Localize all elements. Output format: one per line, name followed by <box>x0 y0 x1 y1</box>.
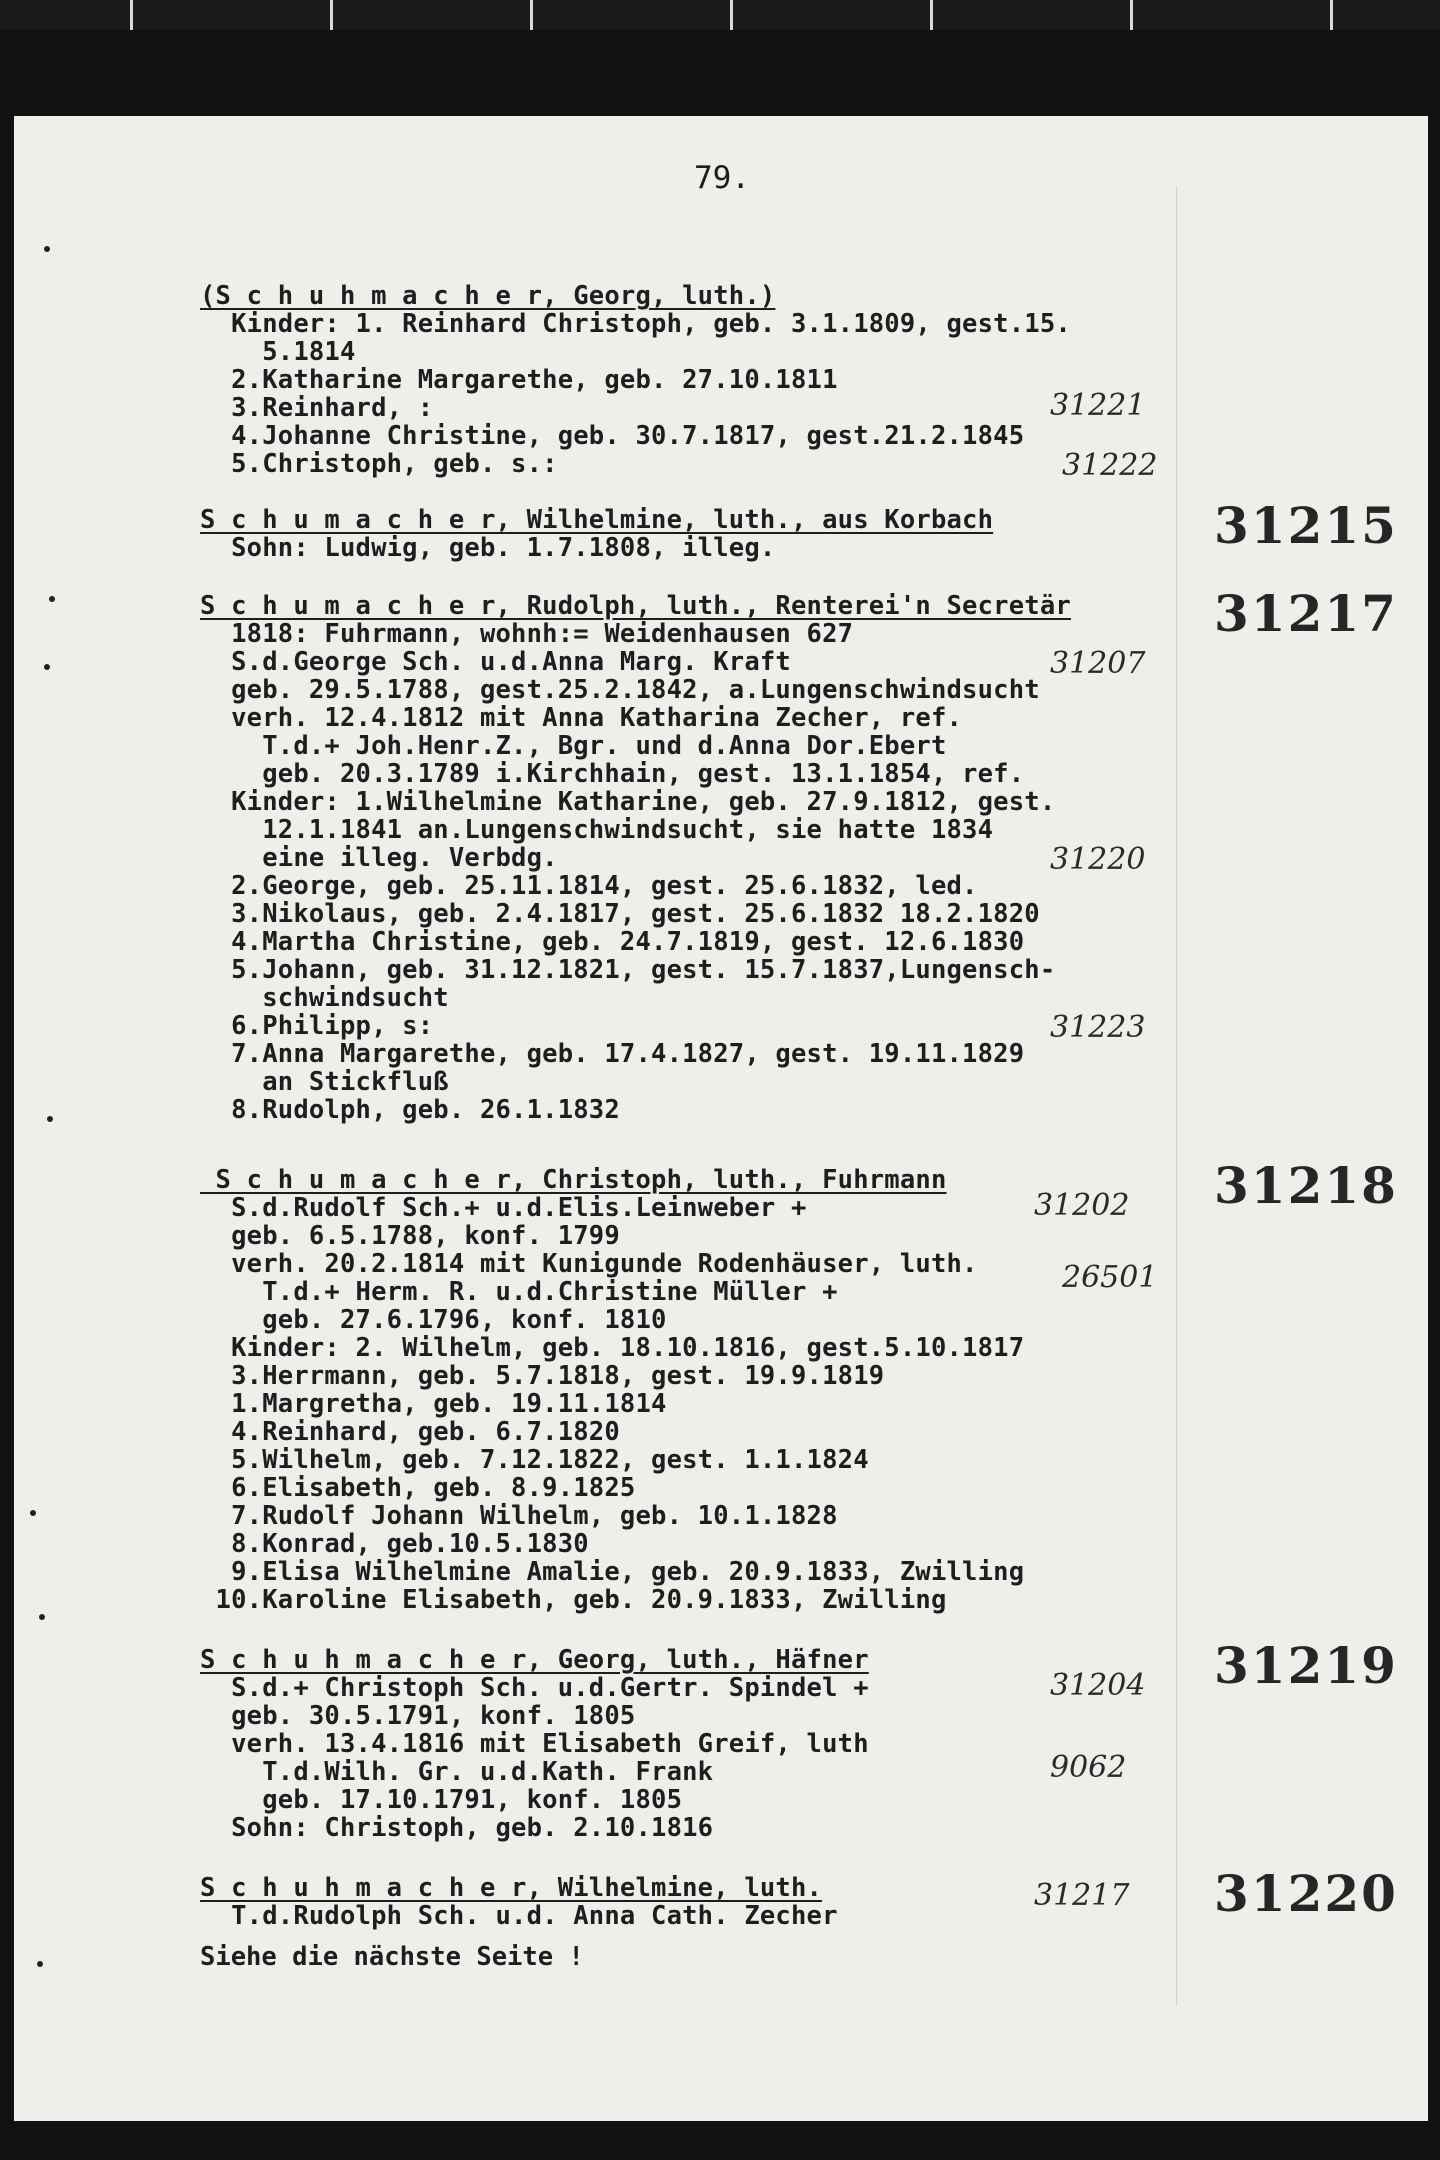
entry-line: 7.Rudolf Johann Wilhelm, geb. 10.1.1828 <box>200 1501 838 1531</box>
entry-line: S.d.+ Christoph Sch. u.d.Gertr. Spindel + <box>200 1673 869 1703</box>
handwritten-note: 31217 <box>1034 1878 1130 1913</box>
entry-line: T.d.+ Herm. R. u.d.Christine Müller + <box>200 1277 838 1307</box>
entry-heading: S c h u m a c h e r, Wilhelmine, luth., aus Korbach <box>200 505 994 535</box>
entry-line: geb. 20.3.1789 i.Kirchhain, gest. 13.1.1854, ref. <box>200 759 1025 789</box>
margin-line <box>1176 186 1177 2006</box>
entry-line: geb. 29.5.1788, gest.25.2.1842, a.Lungenschwindsucht <box>200 675 1040 705</box>
continuation-note: Siehe die nächste Seite ! <box>200 1942 584 1972</box>
entry-line: T.d.+ Joh.Henr.Z., Bgr. und d.Anna Dor.Ebert <box>200 731 947 761</box>
film-strip-top <box>0 0 1440 30</box>
entry-line: 3.Herrmann, geb. 5.7.1818, gest. 19.9.1819 <box>200 1361 885 1391</box>
film-tick <box>730 0 733 30</box>
entry-line: S.d.George Sch. u.d.Anna Marg. Kraft <box>200 647 791 677</box>
entry-line: eine illeg. Verbdg. <box>200 843 558 873</box>
handwritten-note: 31202 <box>1034 1188 1130 1223</box>
entry-line: Kinder: 2. Wilhelm, geb. 18.10.1816, gest.5.10.1817 <box>200 1333 1025 1363</box>
entry-line: Kinder: 1. Reinhard Christoph, geb. 3.1.1809, gest.15. <box>200 309 1071 339</box>
punch-mark <box>47 1116 53 1122</box>
entry-line: geb. 27.6.1796, konf. 1810 <box>200 1305 667 1335</box>
entry-line: verh. 13.4.1816 mit Elisabeth Greif, luth <box>200 1729 869 1759</box>
entry-line: geb. 17.10.1791, konf. 1805 <box>200 1785 683 1815</box>
entry-line: 7.Anna Margarethe, geb. 17.4.1827, gest. 19.11.1829 <box>200 1039 1025 1069</box>
punch-mark <box>49 596 55 602</box>
entry-line: verh. 20.2.1814 mit Kunigunde Rodenhäuser, luth. <box>200 1249 978 1279</box>
entry-line: S.d.Rudolf Sch.+ u.d.Elis.Leinweber + <box>200 1193 807 1223</box>
entry-line: an Stickfluß <box>200 1067 449 1097</box>
page-number: 79. <box>694 160 750 196</box>
punch-mark <box>44 664 50 670</box>
entry-heading: S c h u h m a c h e r, Wilhelmine, luth. <box>200 1873 823 1903</box>
entry-line: 6.Philipp, s: <box>200 1011 434 1041</box>
handwritten-note: 31207 <box>1050 646 1146 681</box>
film-tick <box>930 0 933 30</box>
entry-line: 4.Johanne Christine, geb. 30.7.1817, gest.21.2.1845 <box>200 421 1025 451</box>
entry-line: 4.Reinhard, geb. 6.7.1820 <box>200 1417 620 1447</box>
film-tick <box>330 0 333 30</box>
entry-heading: S c h u m a c h e r, Rudolph, luth., Renterei'n Secretär <box>200 591 1071 621</box>
entry-line: schwindsucht <box>200 983 449 1013</box>
entry-number: 31215 <box>1214 496 1398 555</box>
handwritten-note: 9062 <box>1050 1750 1127 1785</box>
film-tick <box>1130 0 1133 30</box>
film-tick <box>130 0 133 30</box>
entry-line: 3.Reinhard, : <box>200 393 434 423</box>
entry-line: 4.Martha Christine, geb. 24.7.1819, gest. 12.6.1830 <box>200 927 1025 957</box>
handwritten-note: 31220 <box>1050 842 1146 877</box>
film-tick <box>530 0 533 30</box>
entry-line: verh. 12.4.1812 mit Anna Katharina Zecher, ref. <box>200 703 963 733</box>
handwritten-note: 31223 <box>1050 1010 1146 1045</box>
entry-line: 2.George, geb. 25.11.1814, gest. 25.6.1832, led. <box>200 871 978 901</box>
handwritten-note: 26501 <box>1062 1260 1158 1295</box>
entry-line: 5.Christoph, geb. s.: <box>200 449 558 479</box>
entry-line: 5.Johann, geb. 31.12.1821, gest. 15.7.1837,Lungensch- <box>200 955 1056 985</box>
entry-number: 31219 <box>1214 1636 1398 1695</box>
punch-mark <box>30 1510 36 1516</box>
entry-line: 2.Katharine Margarethe, geb. 27.10.1811 <box>200 365 838 395</box>
entry-heading: (S c h u h m a c h e r, Georg, luth.) <box>200 281 776 311</box>
entry-line: 9.Elisa Wilhelmine Amalie, geb. 20.9.1833, Zwilling <box>200 1557 1025 1587</box>
entry-line: 8.Konrad, geb.10.5.1830 <box>200 1529 589 1559</box>
entry-line: 1.Margretha, geb. 19.11.1814 <box>200 1389 667 1419</box>
punch-mark <box>37 1961 43 1967</box>
entry-line: T.d.Wilh. Gr. u.d.Kath. Frank <box>200 1757 714 1787</box>
entry-line: Sohn: Ludwig, geb. 1.7.1808, illeg. <box>200 533 776 563</box>
entry-heading: S c h u m a c h e r, Christoph, luth., Fuhrmann <box>200 1165 947 1195</box>
entry-line: geb. 30.5.1791, konf. 1805 <box>200 1701 636 1731</box>
entry-line: 8.Rudolph, geb. 26.1.1832 <box>200 1095 620 1125</box>
entry-line: 6.Elisabeth, geb. 8.9.1825 <box>200 1473 636 1503</box>
entry-line: 12.1.1841 an.Lungenschwindsucht, sie hatte 1834 <box>200 815 994 845</box>
entry-line: T.d.Rudolph Sch. u.d. Anna Cath. Zecher <box>200 1901 838 1931</box>
document-page <box>14 116 1428 2121</box>
handwritten-note: 31222 <box>1062 448 1158 483</box>
punch-mark <box>39 1614 45 1620</box>
entry-number: 31217 <box>1214 584 1398 643</box>
punch-mark <box>44 246 50 252</box>
entry-line: Sohn: Christoph, geb. 2.10.1816 <box>200 1813 714 1843</box>
entry-line: Kinder: 1.Wilhelmine Katharine, geb. 27.9.1812, gest. <box>200 787 1056 817</box>
entry-line: 5.1814 <box>200 337 356 367</box>
handwritten-note: 31221 <box>1050 388 1146 423</box>
entry-line: 1818: Fuhrmann, wohnh:= Weidenhausen 627 <box>200 619 854 649</box>
entry-number: 31220 <box>1214 1864 1398 1923</box>
entry-line: 3.Nikolaus, geb. 2.4.1817, gest. 25.6.1832 18.2.1820 <box>200 899 1040 929</box>
handwritten-note: 31204 <box>1050 1668 1146 1703</box>
entry-heading: S c h u h m a c h e r, Georg, luth., Häfner <box>200 1645 869 1675</box>
entry-line: 5.Wilhelm, geb. 7.12.1822, gest. 1.1.1824 <box>200 1445 869 1475</box>
entry-number: 31218 <box>1214 1156 1398 1215</box>
film-tick <box>1330 0 1333 30</box>
entry-line: geb. 6.5.1788, konf. 1799 <box>200 1221 620 1251</box>
entry-line: 10.Karoline Elisabeth, geb. 20.9.1833, Zwilling <box>200 1585 947 1615</box>
